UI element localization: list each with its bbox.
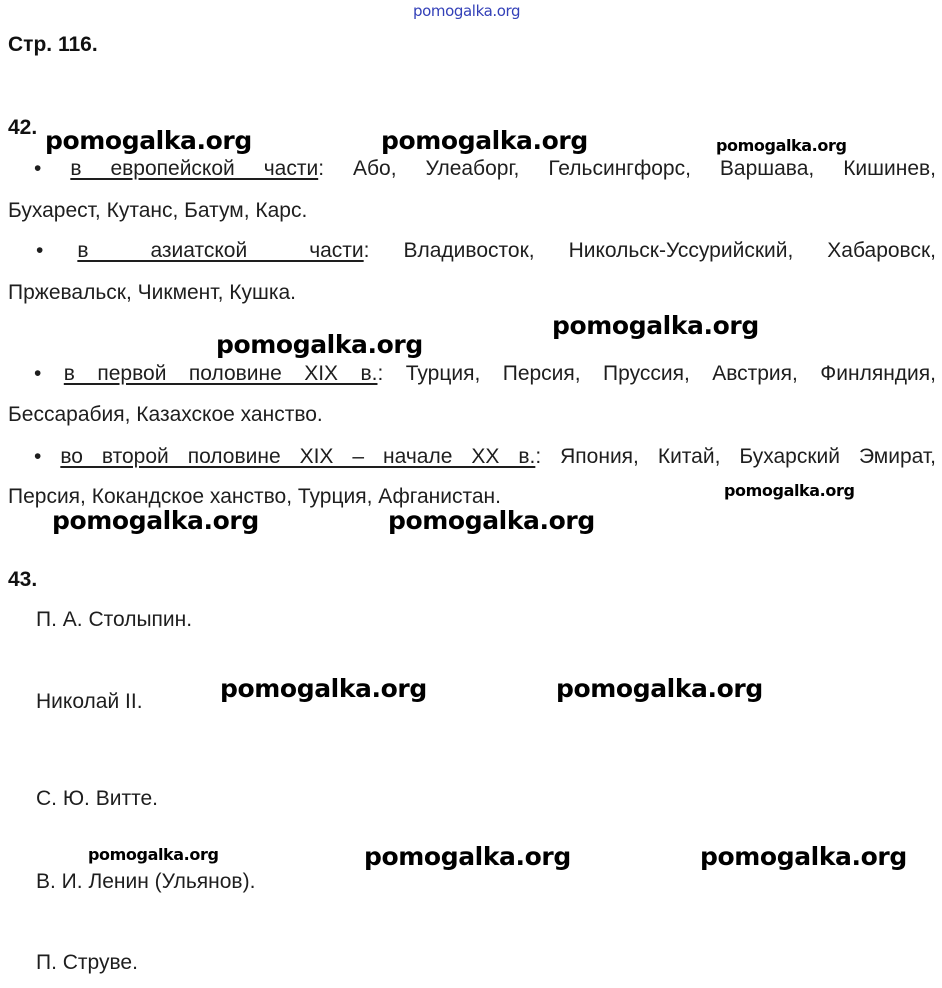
task-42-item-2-continuation: Пржевальск, Чикмент, Кушка. [8, 281, 296, 304]
item-text: : Або, Улеаборг, Гельсингфорс, Варшава, Кишинев, [318, 157, 937, 180]
item-text: : Япония, Китай, Бухарский Эмират, [535, 445, 936, 468]
task-43-name-4: В. И. Ленин (Ульянов). [36, 870, 256, 893]
item-label: в первой половине XIX в. [63, 362, 378, 385]
task-42-item-4-continuation: Персия, Кокандское ханство, Турция, Афганистан. [8, 485, 501, 508]
watermark: pomogalka.org [552, 311, 759, 340]
watermark: pomogalka.org [724, 481, 855, 500]
watermark: pomogalka.org [388, 506, 595, 535]
bullet: • [34, 157, 42, 180]
task-42-item-1-continuation: Бухарест, Кутанс, Батум, Карс. [8, 199, 308, 222]
task-42-item-4-line [8, 445, 936, 469]
bullet: • [36, 239, 44, 262]
watermark: pomogalka.org [45, 126, 252, 155]
header-watermark: pomogalka.org [413, 2, 521, 20]
item-label: во второй половине XIX – начале XX в. [60, 445, 536, 468]
watermark: pomogalka.org [381, 126, 588, 155]
watermark: pomogalka.org [556, 674, 763, 703]
task-43-name-1: П. А. Столыпин. [36, 608, 193, 631]
item-text: : Владивосток, Никольск-Уссурийский, Хабаровск, [363, 239, 936, 262]
item-label: в азиатской части [77, 239, 364, 262]
bullet: • [34, 362, 42, 385]
task-42-item-1-line [8, 157, 936, 181]
task-43-name-5: П. Струве. [36, 951, 138, 974]
watermark: pomogalka.org [52, 506, 259, 535]
task-43-number: 43. [8, 568, 38, 591]
watermark: pomogalka.org [700, 842, 907, 871]
bullet: • [34, 445, 42, 468]
task-42-item-3-line [8, 362, 936, 386]
watermark: pomogalka.org [716, 136, 847, 155]
task-42-item-3-continuation: Бессарабия, Казахское ханство. [8, 403, 323, 426]
watermark: pomogalka.org [216, 330, 423, 359]
item-text: : Турция, Персия, Пруссия, Австрия, Финляндия, [377, 362, 936, 385]
page-title: Стр. 116. [8, 33, 98, 56]
task-43-name-2: Николай II. [36, 690, 143, 713]
task-42-number: 42. [8, 116, 38, 139]
watermark: pomogalka.org [220, 674, 427, 703]
watermark: pomogalka.org [88, 845, 219, 864]
task-42-item-2-line [8, 239, 936, 263]
item-label: в европейской части [70, 157, 319, 180]
watermark: pomogalka.org [364, 842, 571, 871]
task-43-name-3: С. Ю. Витте. [36, 787, 158, 810]
